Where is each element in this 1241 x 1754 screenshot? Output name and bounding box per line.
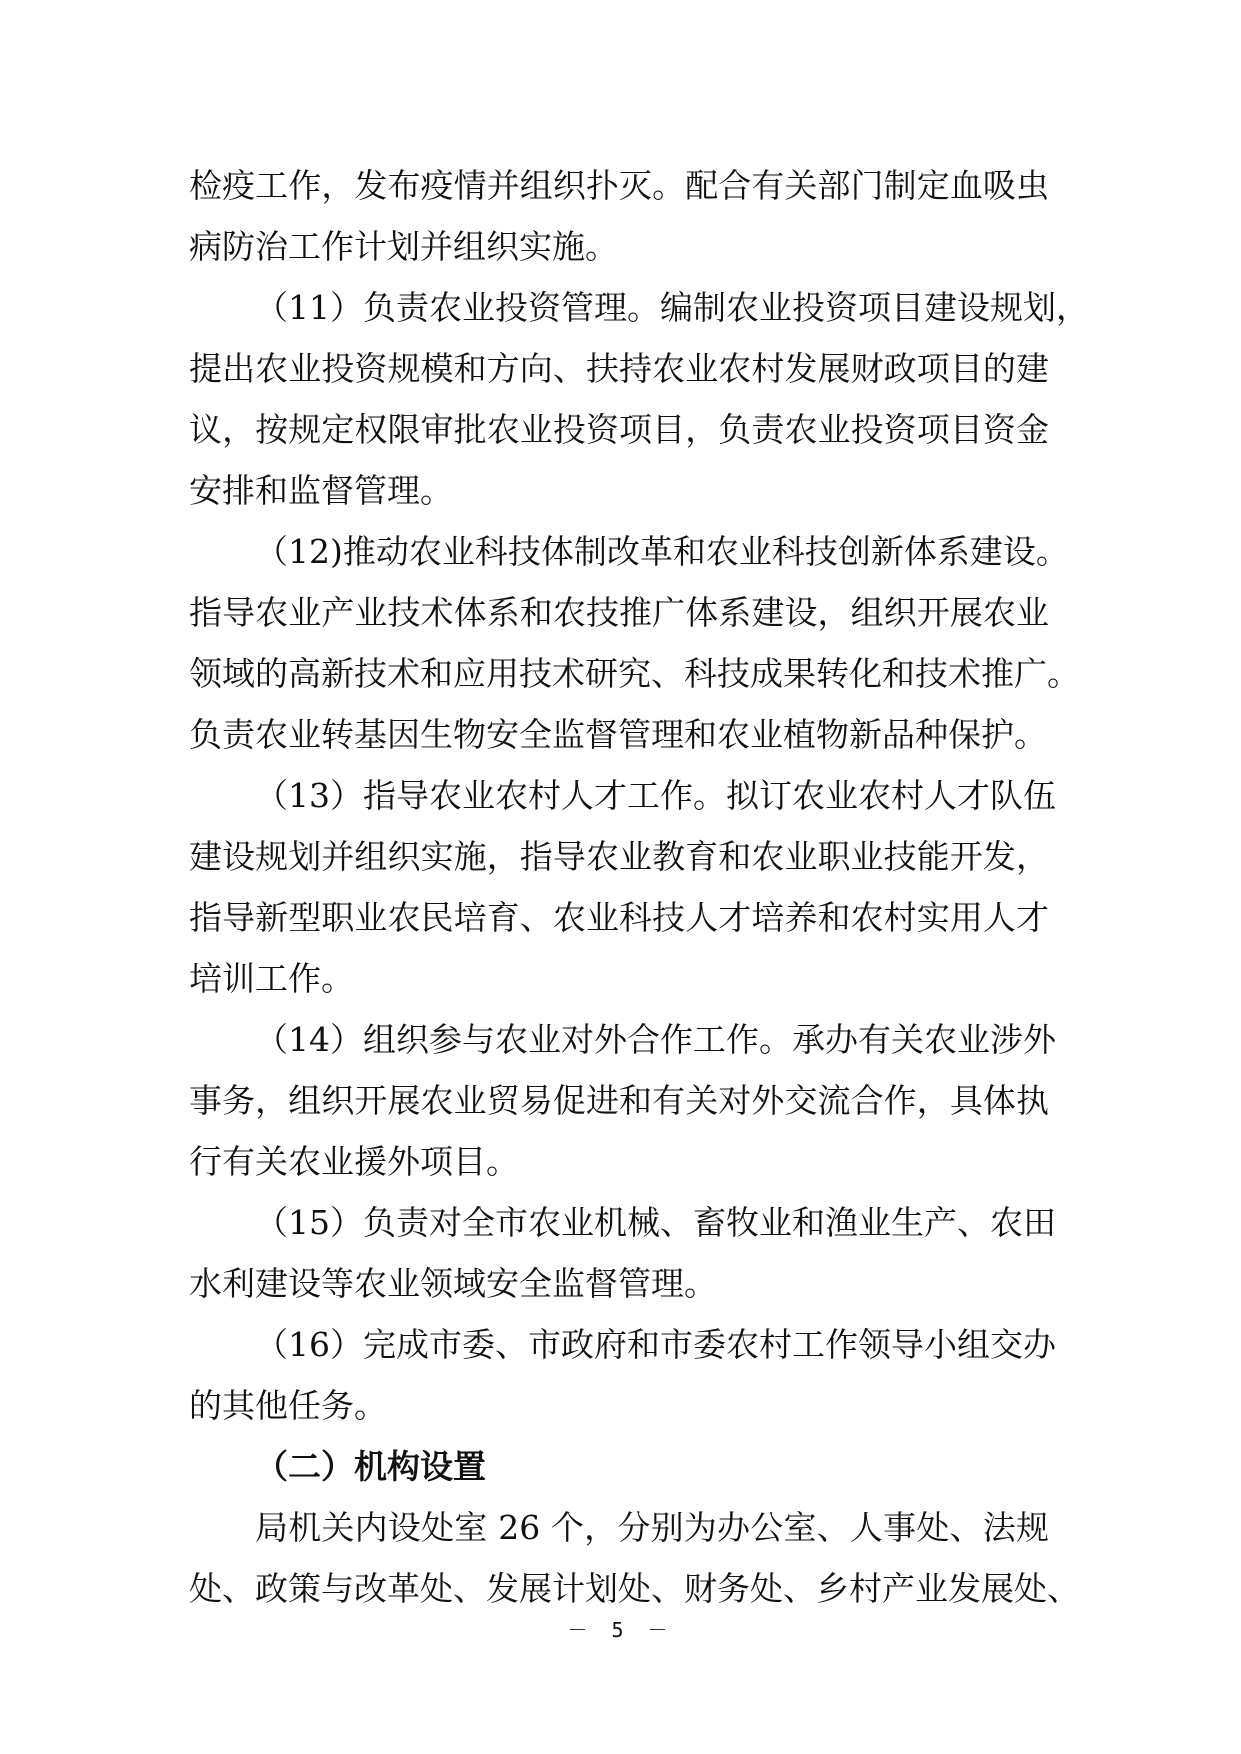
text-line: 行有关农业援外项目。: [189, 1142, 519, 1181]
paragraph-item-11: [189, 277, 1089, 521]
page-number: － 5 －: [567, 1618, 674, 1642]
text-line: 事务，组织开展农业贸易促进和有关对外交流合作，具体执: [189, 1081, 1049, 1120]
text-line: 水利建设等农业领域安全监督管理。: [189, 1264, 717, 1303]
paragraph-continuation: [189, 155, 1049, 277]
text-line: 培训工作。: [189, 959, 354, 998]
paragraph-item-13: [189, 765, 1056, 1009]
text-line: 领域的高新技术和应用技术研究、科技成果转化和技术推广。: [189, 654, 1080, 693]
text-line: 检疫工作，发布疫情并组织扑灭。配合有关部门制定血吸虫: [189, 166, 1049, 205]
text-line: 病防治工作计划并组织实施。: [189, 227, 618, 266]
text-line: 指导农业产业技术体系和农技推广体系建设，组织开展农业: [189, 593, 1049, 632]
text-line: （11）负责农业投资管理。编制农业投资项目建设规划，: [255, 288, 1089, 327]
text-line: 负责农业转基因生物安全监督管理和农业植物新品种保护。: [189, 715, 1047, 754]
text-line: 提出农业投资规模和方向、扶持农业农村发展财政项目的建: [189, 349, 1049, 388]
paragraph-item-15: [189, 1192, 1056, 1314]
text-line: 局机关内设处室 26 个，分别为办公室、人事处、法规: [255, 1508, 1049, 1547]
text-line: （13）指导农业农村人才工作。拟订农业农村人才队伍: [255, 776, 1056, 815]
paragraph-organization: [189, 1497, 1080, 1619]
text-line: （12)推动农业科技体制改革和农业科技创新体系建设。: [255, 532, 1069, 571]
paragraph-item-16: [189, 1314, 1056, 1436]
text-line: 议，按规定权限审批农业投资项目，负责农业投资项目资金: [189, 410, 1049, 449]
text-line: （14）组织参与农业对外合作工作。承办有关农业涉外: [255, 1020, 1056, 1059]
text-line: 安排和监督管理。: [189, 471, 453, 510]
document-body: [189, 155, 1089, 1619]
paragraph-item-12: [189, 521, 1080, 765]
text-line: 处、政策与改革处、发展计划处、财务处、乡村产业发展处、: [189, 1569, 1080, 1608]
text-line: 的其他任务。: [189, 1386, 387, 1425]
text-line: （15）负责对全市农业机械、畜牧业和渔业生产、农田: [255, 1203, 1056, 1242]
text-line: （16）完成市委、市政府和市委农村工作领导小组交办: [255, 1325, 1056, 1364]
text-line: 指导新型职业农民培育、农业科技人才培养和农村实用人才: [189, 898, 1049, 937]
paragraph-item-14: [189, 1009, 1056, 1192]
section-heading: （二）机构设置: [255, 1447, 486, 1486]
text-line: 建设规划并组织实施，指导农业教育和农业职业技能开发，: [189, 837, 1049, 876]
